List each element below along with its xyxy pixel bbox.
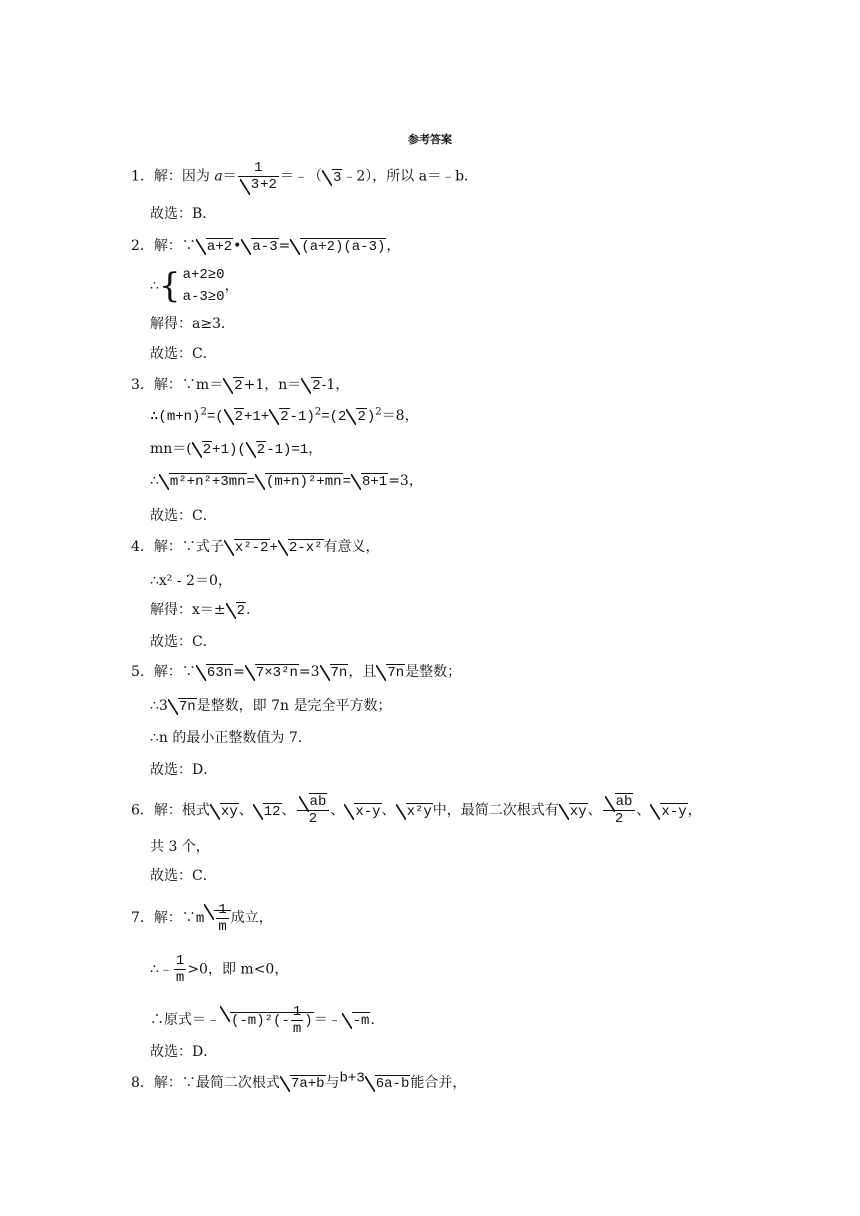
- q1-answer: 故选：B．: [150, 206, 217, 222]
- q4-line1: 4．解：∵式子 x²-2+ 2-x²有意义，: [131, 539, 380, 556]
- q5-line2: ∴3 7n是整数，即 7n 是完全平方数；: [150, 698, 392, 715]
- q2-line1: 2．解：∵ a+2• a-3= (a+2)(a-3)，: [131, 238, 401, 255]
- q5-answer: 故选：D．: [150, 762, 218, 778]
- q4-answer: 故选：C．: [150, 634, 217, 650]
- q3-line4: ∴ m²+n²+3mn= (m+n)²+mn= 8+1=3，: [150, 473, 423, 490]
- q7-answer: 故选：D．: [150, 1044, 218, 1060]
- q6-number: 6．: [131, 802, 154, 819]
- q7-line3: ∴原式＝﹣ (-m)²(- $\frac{1}{m}$ )＝﹣ -m.: [150, 1004, 375, 1037]
- q7-number: 7．: [131, 910, 154, 927]
- q6-answer: 故选：C．: [150, 868, 217, 884]
- q2-answer: 故选：C．: [150, 346, 217, 362]
- q5-line3: ∴n 的最小正整数值为 7.: [150, 730, 303, 746]
- q8-line1: 8．解：∵最简二次根式 7a+b与$^{b+3}$ 6a-b能合并，: [131, 1070, 467, 1092]
- q4-line3: 解得：x＝± 2.: [150, 602, 251, 619]
- q1-number: 1．: [131, 168, 154, 185]
- q1-fraction: $\frac{1}{3+2}$: [238, 160, 279, 193]
- q6-line2: 共 3 个，: [150, 839, 210, 855]
- q3-line3: mn＝( 2+1)( 2-1)=1，: [150, 441, 323, 458]
- q7-line1: 7．解：∵m $\frac{1}{m}$ 成立，: [131, 902, 273, 935]
- q4-line2: ∴x² - 2＝0，: [150, 573, 232, 589]
- q4-number: 4．: [131, 539, 154, 555]
- brace-icon: {: [158, 266, 181, 306]
- q7-line2: ∴﹣ $\frac{1}{m}$ >0，即 m<0，: [150, 953, 289, 986]
- q2-system: ∴ { a+2≥0 a-3≥0 ，: [150, 266, 239, 306]
- q3-line1: 3．解：∵m＝ 2+1，n＝ 2-1，: [131, 377, 350, 394]
- q3-number: 3．: [131, 377, 154, 393]
- q1-line1: 1．解：因为 a＝ $\frac{1}{3+2}$ ＝﹣（ 3﹣2），所以 a＝﹣b．: [131, 160, 479, 193]
- page-title: 参考答案: [408, 133, 452, 146]
- q6-line1: 6．解：根式 xy、 12、 $\frac{ab}{2}$ 、 x-y、 x²y中，最简二次根式有 xy、 $\frac{ab}{2}$ 、 x-y，: [131, 794, 702, 827]
- q2-number: 2．: [131, 238, 154, 254]
- q5-number: 5．: [131, 664, 154, 680]
- q2-solve: 解得：a≥3．: [150, 316, 235, 332]
- q3-line2: $\therefore(m+n)^2=$( 2+1+ 2-1)$^2$=(2 2)$^2$＝8，: [150, 406, 419, 425]
- q5-line1: 5．解：∵ 63n= 7×3²n=3 7n，且 7n是整数；: [131, 664, 462, 681]
- q8-number: 8．: [131, 1075, 154, 1091]
- q3-answer: 故选：C．: [150, 508, 217, 524]
